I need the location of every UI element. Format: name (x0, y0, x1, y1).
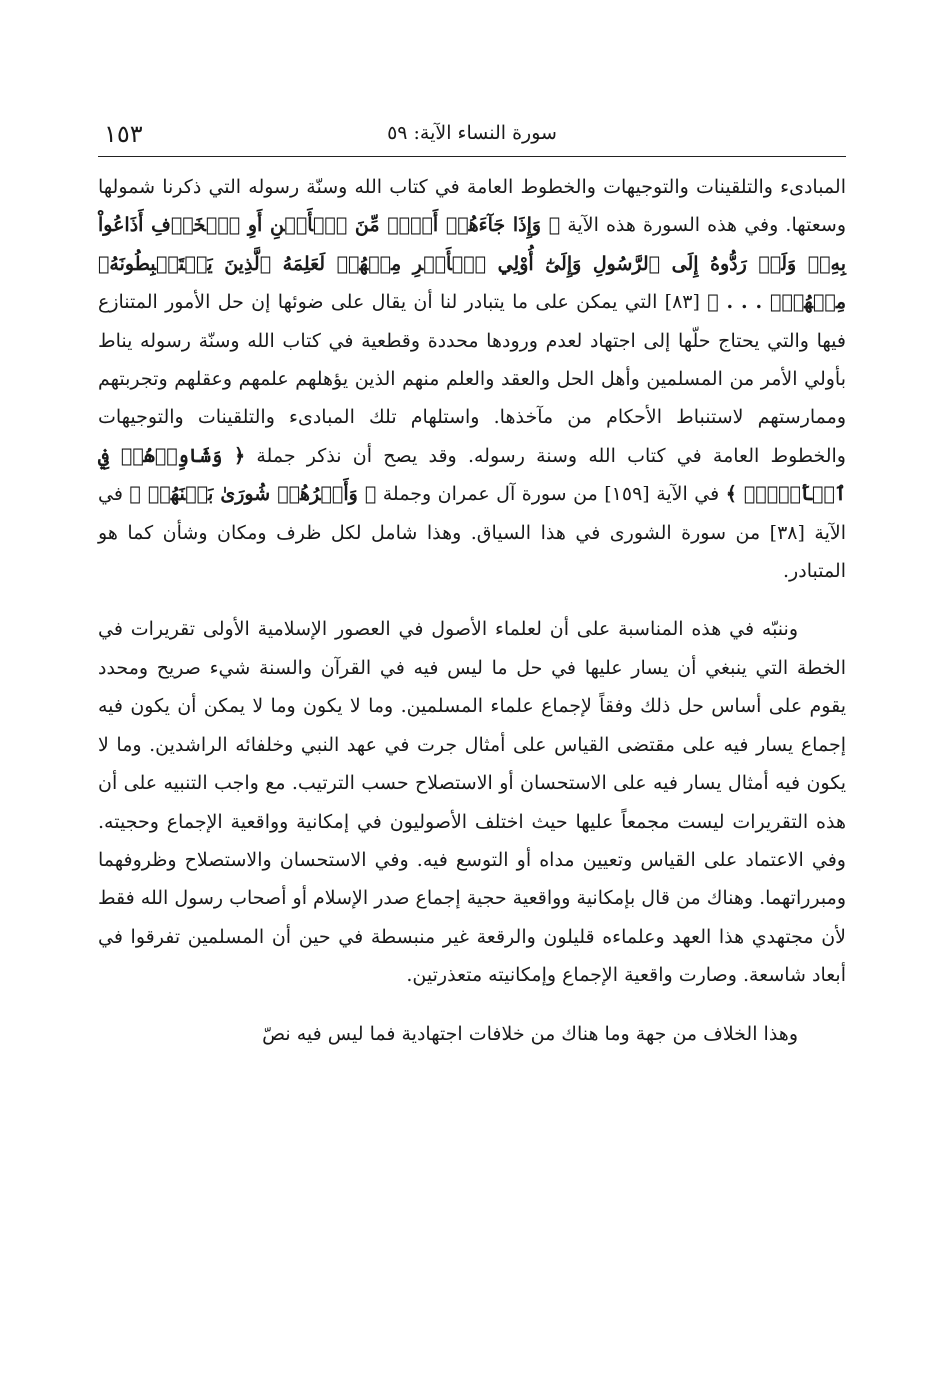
header-divider (98, 156, 846, 157)
text-segment: في الآية [١٥٩] من سورة آل عمران وجملة (376, 483, 726, 506)
paragraph-2 (98, 610, 846, 994)
text-segment: في الآية [٣٨] من سورة الشورى في هذا السياق. وهذا شامل لكل ظرف ومكان وشأن كما هو المتبادر. (98, 483, 847, 583)
text-segment: المبادىء والتلقينات والتوجيهات والخطوط العامة في كتاب الله وسنّة رسوله التي ذكرنا شمولها وسعتها. وفي هذه السورة هذه الآية (98, 176, 847, 237)
body-text (98, 168, 846, 1053)
text-segment: وهذا الخلاف من جهة وما هناك من خلافات اجتهادية فما ليس فيه نصّ (262, 1022, 798, 1045)
running-title: سورة النساء الآية: ٥٩ (387, 122, 557, 144)
quran-verse: ﴿ وَأَمۡرُهُمۡ شُورَىٰ بَيۡنَهُمۡ ﴾ (129, 483, 377, 506)
text-segment: وننبّه في هذه المناسبة على أن لعلماء الأصول في العصور الإسلامية الأولى تقريرات في الخطة التي ينبغي أن يسار عليها في حل ما ليس فيه في القرآن والسنة شيء صريح ومحدد يقوم على أساس حل ذلك وفقاً لإجماع علماء المسلمين. وما لا يكون وما لا يمكن أن يكون فيه إجماع يسار فيه على مقتضى القياس على أمثال جرت في عهد النبي وخلفائه الراشدين. وما لا يكون فيه أمثال يسار فيه على الاستحسان أو الاستصلاح حسب الترتيب. مع واجب التنبيه على أن هذه التقريرات ليست مجمعاً عليها حيث اختلف الأصوليون في إمكانية وواقعية الإجماع وحجيته. وفي الاعتماد على القياس وتعيين مداه أو التوسع فيه. وفي الاستحسان والاستصلاح وظروفهما ومبرراتهما. وهناك من قال بإمكانية وواقعية حجية إجماع صدر الإسلام أو أصحاب رسول الله فقط لأن مجتهدي هذا العهد وعلماءه قليلون والرقعة غير منبسطة في حين أن المسلمين تفرقوا في أبعاد شاسعة. وصارت واقعية الإجماع وإمكانيته متعذرتين. (98, 618, 846, 987)
page-header (98, 112, 846, 156)
quran-verse: ﴿ وَشَاوِرۡهُمۡ فِي ٱلۡأَمۡرِۖ ﴾ (98, 444, 846, 506)
quran-verse: ﴿ وَإِذَا جَآءَهُمۡ أَمۡرٞ مِّنَ ٱلۡأَمۡنِ أَوِ ٱلۡخَوۡفِ أَذَاعُواْ بِهِۦۖ وَلَوۡ رَدُّوهُ إِلَى ٱلرَّسُولِ وَإِلَىٰٓ أُوْلِي ٱلۡأَمۡرِ مِنۡهُمۡ لَعَلِمَهُ ٱلَّذِينَ يَسۡتَنۢبِطُونَهُۥ مِنۡهُمۡۗ . . . ﴾ (98, 214, 846, 314)
page-number: ١٥٣ (104, 120, 143, 148)
text-segment: [٨٣] التي يمكن على ما يتبادر لنا أن يقال على ضوئها إن حل الأمور المتنازع فيها والتي يحتاج حلّها إلى اجتهاد لعدم ورودها محددة وقطعية في كتاب الله وسنّة رسوله يناط بأولي الأمر من المسلمين وأهل الحل والعقد والعلم منهم الذين يؤهلهم علمهم وعقلهم وتجربتهم وممارستهم لاستنباط الأحكام من مآخذها. واستلهام تلك المبادىء والتلقينات والتوجيهات والخطوط العامة في كتاب الله وسنة رسوله. وقد يصح أن نذكر جملة (98, 291, 846, 467)
paragraph-3 (98, 1015, 846, 1053)
paragraph-1 (98, 168, 846, 590)
